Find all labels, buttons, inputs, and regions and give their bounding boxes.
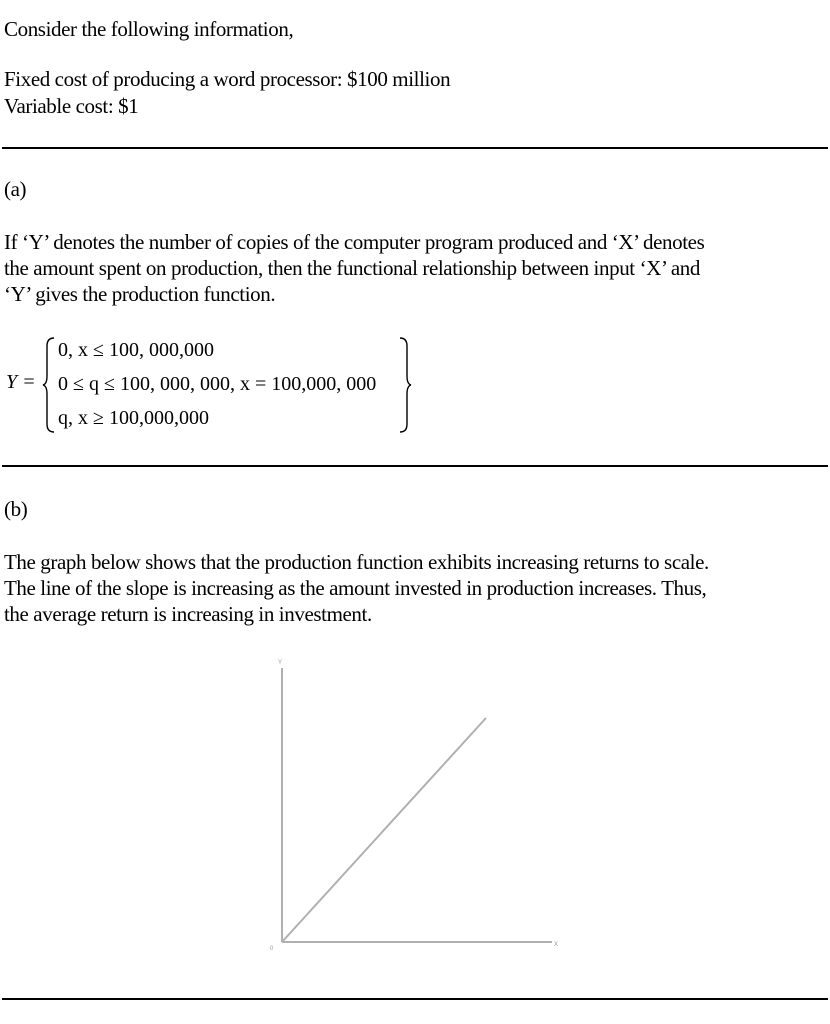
equation-lhs: Y =	[6, 371, 36, 393]
part-b-paragraph-line: the average return is increasing in investment.	[4, 602, 372, 626]
equation-case-3: q, x ≥ 100,000,000	[58, 407, 209, 429]
divider-2	[2, 465, 828, 467]
fixed-cost-line: Fixed cost of producing a word processor: $100 million	[4, 67, 451, 91]
origin-label: 0	[270, 946, 274, 952]
equation-case-2: 0 ≤ q ≤ 100, 000, 000, x = 100,000, 000	[58, 373, 377, 395]
part-a-paragraph-line: ‘Y’ gives the production function.	[4, 282, 276, 306]
equation-case-1: 0, x ≤ 100, 000,000	[58, 339, 214, 361]
part-b-paragraph-line: The graph below shows that the production function exhibits increasing returns to scale.	[4, 550, 709, 574]
part-a-label: (a)	[4, 177, 27, 201]
y-axis-label: Y	[278, 660, 283, 666]
x-axis-label: X	[554, 942, 559, 948]
divider-1	[2, 147, 828, 149]
production-line	[282, 718, 486, 942]
part-a-paragraph-line: If ‘Y’ denotes the number of copies of the computer program produced and ‘X’ denotes	[4, 230, 705, 254]
part-b-paragraph-line: The line of the slope is increasing as the amount invested in production increases. Thus,	[4, 576, 707, 600]
left-brace	[42, 336, 56, 434]
production-function-graph	[262, 654, 562, 954]
variable-cost-line: Variable cost: $1	[4, 94, 139, 118]
part-b-label: (b)	[4, 497, 28, 521]
right-brace	[398, 336, 412, 434]
part-a-paragraph-line: the amount spent on production, then the functional relationship between input ‘X’ and	[4, 256, 700, 280]
divider-3	[2, 998, 828, 1000]
intro-line: Consider the following information,	[4, 17, 294, 41]
